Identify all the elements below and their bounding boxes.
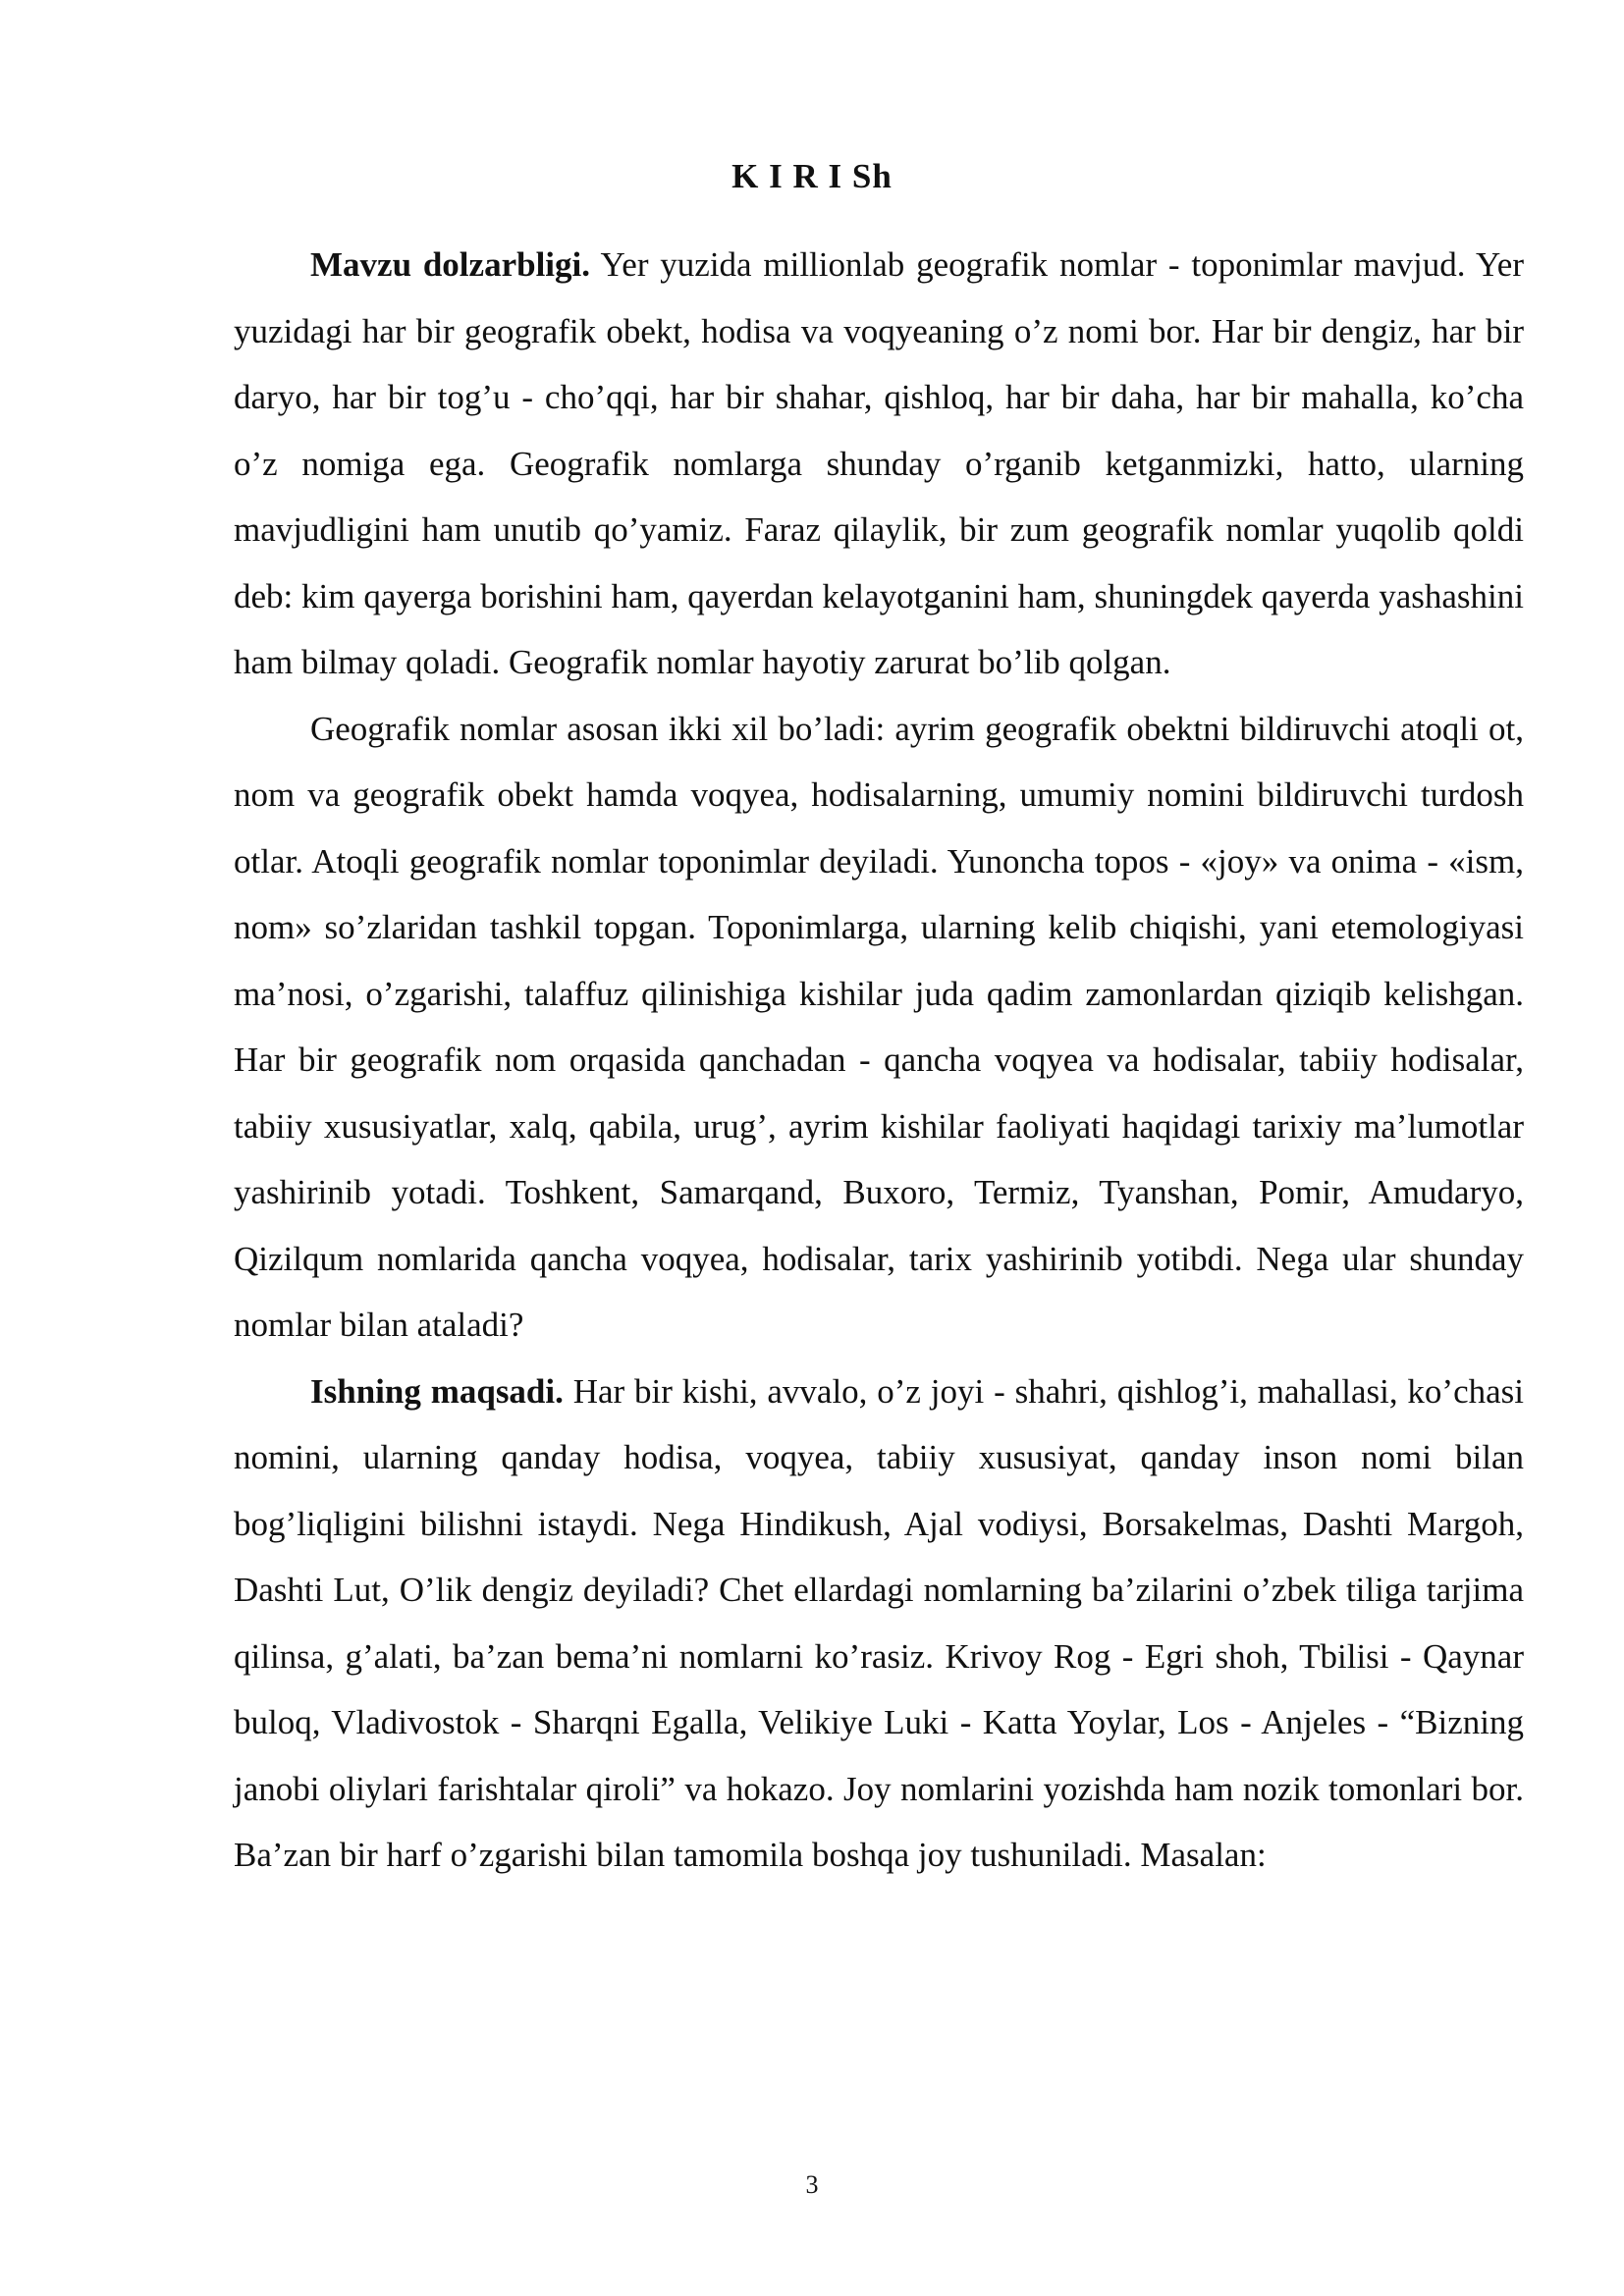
- body-text: [234, 232, 1524, 1889]
- paragraph-text: Yer yuzida millionlab geografik nomlar - toponimlar mavjud. Yer yuzidagi har bir geografik obekt, hodisa va voqyeaning o’z nomi bor. Har bir dengiz, har bir daryo, har bir tog’u - cho’qqi, har bir shahar, qishloq, har bir daha, har bir mahalla, ko’cha o’z nomiga ega. Geografik nomlarga shunday o’rganib ketganmizki, hatto, ularning mavjudligini ham unutib qo’yamiz. Faraz qilaylik, bir zum geografik nomlar yuqolib qoldi deb: kim qayerga borishini ham, qayerdan kelayotganini ham, shuningdek qayerda yashashini ham bilmay qoladi. Geografik nomlar hayotiy zarurat bo’lib qolgan.: [234, 245, 1525, 681]
- paragraph-lead: Mavzu dolzarbligi.: [310, 245, 590, 284]
- paragraph-relevance: [234, 232, 1524, 696]
- paragraph-lead: Ishning maqsadi.: [310, 1371, 564, 1411]
- paragraph-aim: [234, 1359, 1524, 1889]
- paragraph-text: Har bir kishi, avvalo, o’z joyi - shahri, qishlog’i, mahallasi, ko’chasi nomini, ularning qanday hodisa, voqyea, tabiiy xususiyat, qanday inson nomi bilan bog’liqligini bilishni istaydi. Nega Hindikush, Ajal vodiysi, Borsakelmas, Dashti Margoh, Dashti Lut, O’lik dengiz deyiladi? Chet ellardagi nomlarning ba’zilarini o’zbek tiliga tarjima qilinsa, g’alati, ba’zan bema’ni nomlarni ko’rasiz. Krivoy Rog - Egri shoh, Tbilisi - Qaynar buloq, Vladivostok - Sharqni Egalla, Velikiye Luki - Katta Yoylar, Los - Anjeles - “Bizning janobi oliylari farishtalar qiroli” va hokazo. Joy nomlarini yozishda ham nozik tomonlari bor. Ba’zan bir harf o’zgarishi bilan tamomila boshqa joy tushuniladi. Masalan:: [234, 1371, 1524, 1874]
- page-title: K I R I Sh: [731, 157, 893, 195]
- page-number: 3: [805, 2170, 819, 2199]
- paragraph-text: Geografik nomlar asosan ikki xil bo’ladi: ayrim geografik obektni bildiruvchi atoqli ot, nom va geografik obekt hamda voqyea, hodisalarning, umumiy nomini bildiruvchi turdosh otlar. Atoqli geografik nomlar toponimlar deyiladi. Yunoncha topos - «joy» va onima - «ism, nom» so’zlaridan tashkil topgan. Toponimlarga, ularning kelib chiqishi, yani etemologiyasi ma’nosi, o’zgarishi, talaffuz qilinishiga kishilar juda qadim zamonlardan qiziqib kelishgan. Har bir geografik nom orqasida qanchadan - qancha voqyea va hodisalar, tabiiy hodisalar, tabiiy xususiyatlar, xalq, qabila, urug’, ayrim kishilar faoliyati haqidagi tarixiy ma’lumotlar yashirinib yotadi. Toshkent, Samarqand, Buxoro, Termiz, Tyanshan, Pomir, Amudaryo, Qizilqum nomlarida qancha voqyea, hodisalar, tarix yashirinib yotibdi. Nega ular shunday nomlar bilan ataladi?: [234, 709, 1524, 1344]
- paragraph-types: [234, 696, 1524, 1359]
